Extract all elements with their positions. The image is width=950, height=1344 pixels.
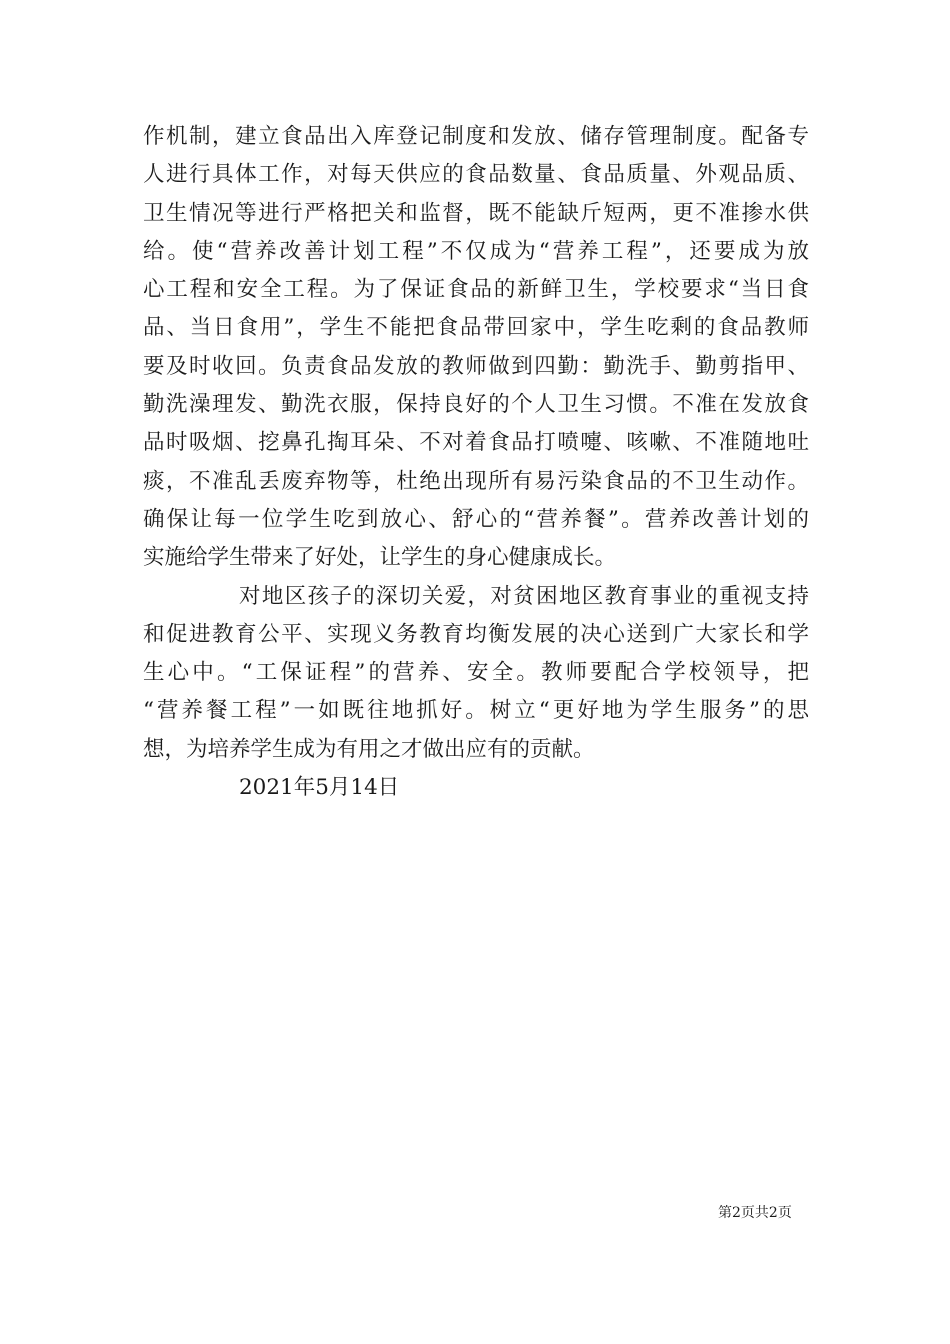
text-line: 作机制，建立食品出入库登记制度和发放、储存管理制度。配备专 <box>143 124 809 149</box>
text-line: 生心中。“工保证程”的营养、安全。教师要配合学校领导，把 <box>143 660 809 686</box>
text-line: 和促进教育公平、实现义务教育均衡发展的决心送到广大家长和学 <box>143 621 809 647</box>
text-line: 痰，不准乱丢废弃物等，杜绝出现所有易污染食品的不卫生动作。 <box>143 468 809 494</box>
text-line: 要及时收回。负责食品发放的教师做到四勤：勤洗手、勤剪指甲、 <box>143 353 809 379</box>
text-line: 给。使“营养改善计划工程”不仅成为“营养工程”，还要成为放 <box>143 238 809 264</box>
paragraph-start-line: 对地区孩子的深切关爱，对贫困地区教育事业的重视支持 <box>239 583 809 609</box>
document-body <box>143 118 809 807</box>
text-line: 品、当日食用”，学生不能把食品带回家中，学生吃剩的食品教师 <box>143 315 809 341</box>
text-line: 人进行具体工作，对每天供应的食品数量、食品质量、外观品质、 <box>143 162 809 188</box>
text-line: 品时吸烟、挖鼻孔掏耳朵、不对着食品打喷嚏、咳嗽、不准随地吐 <box>143 430 809 456</box>
text-line: “营养餐工程”一如既往地抓好。树立“更好地为学生服务”的思 <box>143 698 809 724</box>
text-line: 心工程和安全工程。为了保证食品的新鲜卫生，学校要求“当日食 <box>143 277 809 303</box>
text-line: 想，为培养学生成为有用之才做出应有的贡献。 <box>143 736 595 762</box>
text-line: 确保让每一位学生吃到放心、舒心的“营养餐”。营养改善计划的 <box>143 506 809 532</box>
text-line: 勤洗澡理发、勤洗衣服，保持良好的个人卫生习惯。不准在发放食 <box>143 392 809 418</box>
document-date: 2021年5月14日 <box>239 775 400 801</box>
text-line: 实施给学生带来了好处，让学生的身心健康成长。 <box>143 545 617 571</box>
page-number-footer: 第2页共2页 <box>718 1205 792 1221</box>
text-line: 卫生情况等进行严格把关和监督，既不能缺斤短两，更不准掺水供 <box>143 200 809 226</box>
